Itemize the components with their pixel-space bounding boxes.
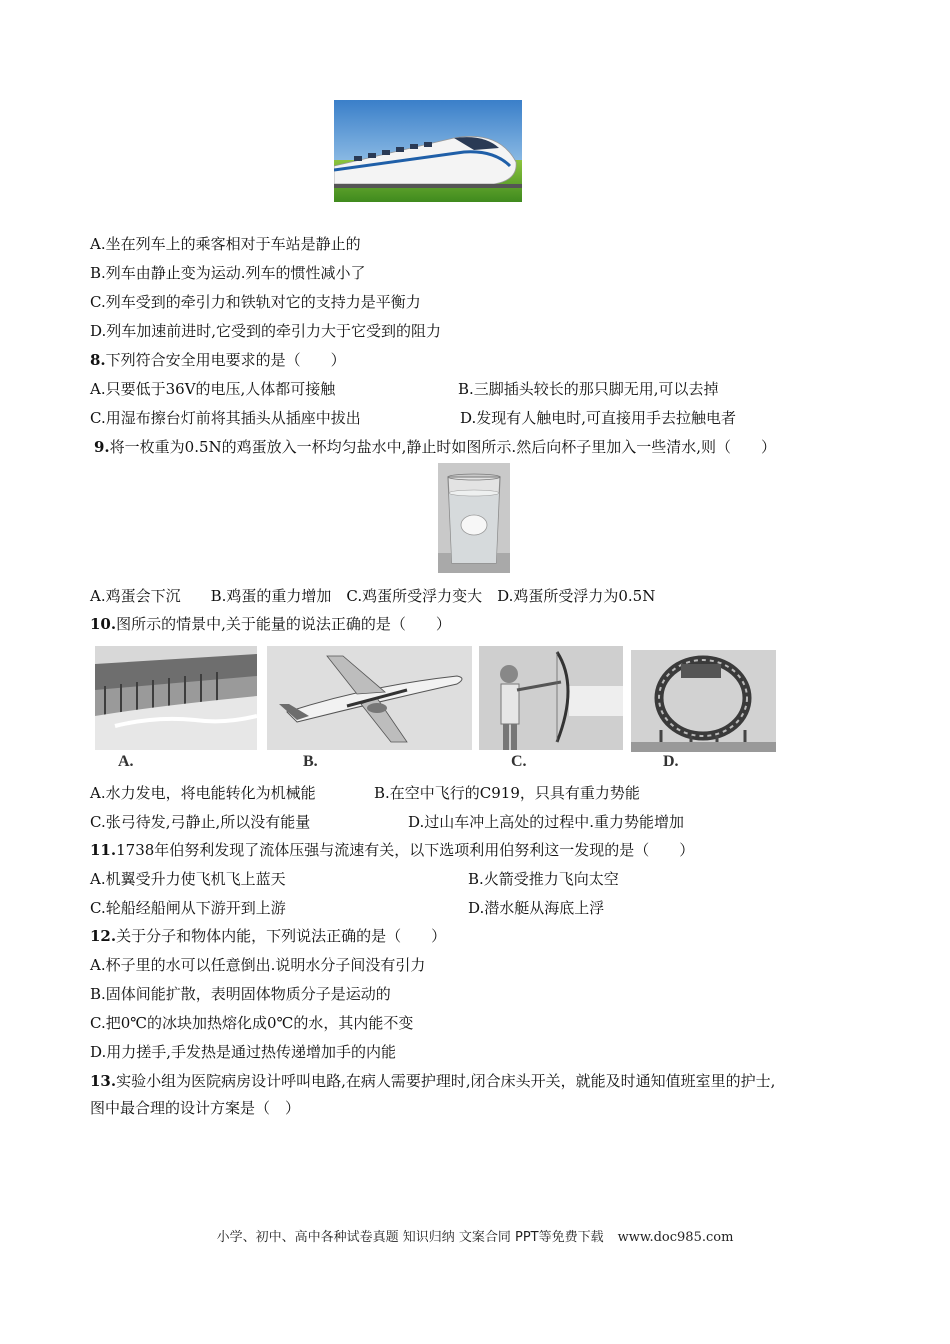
- dam-image: [95, 646, 257, 750]
- q8-number: 8.: [90, 351, 106, 369]
- q10-option-b: B.在空中飞行的C919，只具有重力势能: [374, 784, 640, 802]
- q10-caption-b: B.: [303, 753, 318, 770]
- q8-option-d: D.发现有人触电时,可直接用手去拉触电者: [460, 409, 737, 427]
- airplane-image: [267, 646, 472, 750]
- q7-option-a: A.坐在列车上的乘客相对于车站是静止的: [90, 235, 361, 253]
- q11-option-d: D.潜水艇从海底上浮: [468, 899, 605, 917]
- q10-option-a: A.水力发电，将电能转化为机械能: [90, 784, 316, 802]
- q9-number: 9.: [94, 438, 110, 456]
- q9-options: A.鸡蛋会下沉 B.鸡蛋的重力增加 C.鸡蛋所受浮力变大 D.鸡蛋所受浮力为0.5N: [90, 587, 656, 605]
- q11-stem-text: 1738年伯努利发现了流体压强与流速有关，以下选项利用伯努利这一发现的是（ ）: [116, 841, 695, 859]
- q11-option-b: B.火箭受推力飞向太空: [468, 870, 619, 888]
- roller-coaster-image: [631, 650, 776, 752]
- q8-option-a: A.只要低于36V的电压,人体都可接触: [90, 380, 336, 398]
- q11-option-c: C.轮船经船闸从下游开到上游: [90, 899, 286, 917]
- q12-option-a: A.杯子里的水可以任意倒出.说明水分子间没有引力: [90, 956, 426, 974]
- q13-stem: [90, 1071, 775, 1091]
- q11-stem: [90, 840, 694, 860]
- q11-option-a: A.机翼受升力使飞机飞上蓝天: [90, 870, 286, 888]
- q8-option-b: B.三脚插头较长的那只脚无用,可以去掉: [458, 380, 719, 398]
- q10-stem: [90, 614, 451, 634]
- q10-caption-c: C.: [511, 753, 527, 770]
- q11-number: 11.: [90, 841, 117, 859]
- q12-option-c: C.把0℃的冰块加热熔化成0℃的水，其内能不变: [90, 1014, 414, 1032]
- q10-stem-text: 图所示的情景中,关于能量的说法正确的是（ ）: [116, 615, 451, 633]
- q13-stem-text-1: 实验小组为医院病房设计呼叫电路,在病人需要护理时,闭合床头开关，就能及时通知值班室里的护士,: [116, 1072, 776, 1090]
- q8-stem-text: 下列符合安全用电要求的是（ ）: [105, 351, 346, 369]
- train-image: [334, 100, 522, 202]
- q13-number: 13.: [90, 1072, 117, 1090]
- q10-caption-d: D.: [663, 753, 679, 770]
- archer-image: [479, 646, 623, 750]
- q12-option-d: D.用力搓手,手发热是通过热传递增加手的内能: [90, 1043, 397, 1061]
- q7-option-c: C.列车受到的牵引力和铁轨对它的支持力是平衡力: [90, 293, 421, 311]
- q10-option-d: D.过山车冲上高处的过程中.重力势能增加: [408, 813, 685, 831]
- q10-number: 10.: [90, 615, 117, 633]
- footer-url[interactable]: www.doc985.com: [617, 1230, 734, 1245]
- q10-option-c: C.张弓待发,弓静止,所以没有能量: [90, 813, 311, 831]
- q12-stem: [90, 926, 446, 946]
- footer-text: 小学、初中、高中各种试卷真题 知识归纳 文案合同 PPT等免费下载: [216, 1230, 604, 1245]
- egg-glass-image: [438, 463, 510, 573]
- q12-number: 12.: [90, 927, 117, 945]
- q10-caption-a: A.: [118, 753, 134, 770]
- q12-stem-text: 关于分子和物体内能，下列说法正确的是（ ）: [116, 927, 447, 945]
- q13-stem-line2: 图中最合理的设计方案是（ ）: [90, 1099, 301, 1117]
- q9-stem: [94, 437, 776, 457]
- q8-option-c: C.用湿布擦台灯前将其插头从插座中拔出: [90, 409, 361, 427]
- page-footer: [0, 1226, 950, 1245]
- q7-option-b: B.列车由静止变为运动.列车的惯性减小了: [90, 264, 366, 282]
- q12-option-b: B.固体间能扩散，表明固体物质分子是运动的: [90, 985, 391, 1003]
- q8-stem: [90, 350, 346, 370]
- q9-stem-text: 将一枚重为0.5N的鸡蛋放入一杯均匀盐水中,静止时如图所示.然后向杯子里加入一些清水,则（ ）: [109, 438, 776, 456]
- q7-option-d: D.列车加速前进时,它受到的牵引力大于它受到的阻力: [90, 322, 442, 340]
